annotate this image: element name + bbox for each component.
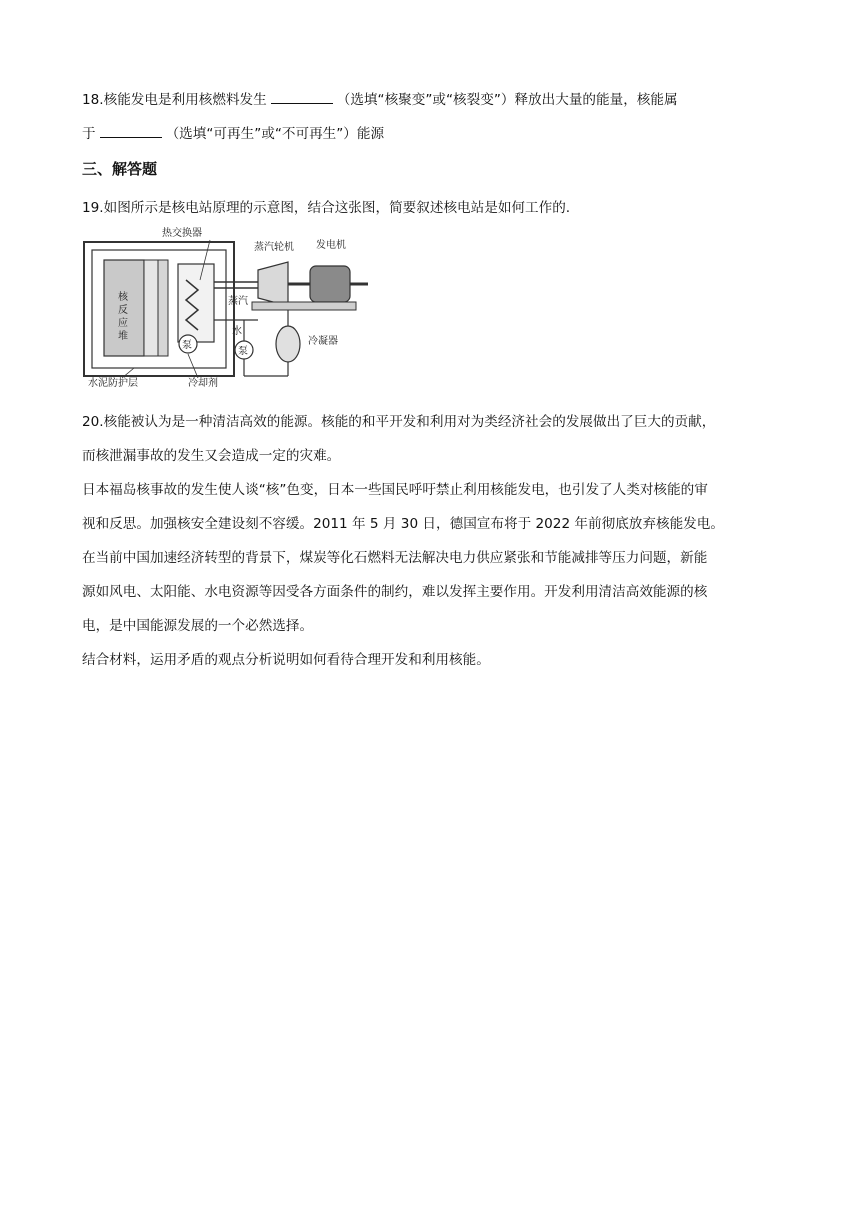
- reactor-char-2: 反: [118, 305, 128, 316]
- q20-p2-line2: 视和反思。加强核安全建设刻不容缓。2011 年 5 月 30 日，德国宣布将于 2022 年前彻底放弃核能发电。: [82, 516, 724, 532]
- reactor-wall: [144, 260, 158, 356]
- label-condenser: 冷凝器: [308, 336, 338, 347]
- label-steam: 蒸汽: [228, 296, 248, 307]
- q18-text-1: 18.核能发电是利用核燃料发生: [82, 92, 267, 108]
- q20-p4: 结合材料，运用矛盾的观点分析说明如何看待合理开发和利用核能。: [82, 652, 490, 668]
- nuclear-plant-diagram: [82, 220, 368, 388]
- label-turbine: 蒸汽轮机: [254, 242, 294, 253]
- q20-p2-line1: 日本福岛核事故的发生使人谈“核”色变，日本一些国民呼吁禁止利用核能发电，也引发了人类对核能的审: [82, 482, 708, 498]
- reactor-wall-2: [158, 260, 168, 356]
- condenser: [276, 326, 300, 362]
- question-18-line-1: [82, 91, 678, 109]
- reactor-char-4: 堆: [118, 331, 128, 342]
- q20-p3-line3: 电，是中国能源发展的一个必然选择。: [82, 618, 314, 634]
- label-cement-layer: 水泥防护层: [88, 378, 138, 388]
- heat-exchanger-box: [178, 264, 214, 342]
- label-pump-2: 泵: [238, 346, 248, 357]
- q20-p3-line1: 在当前中国加速经济转型的背景下，煤炭等化石燃料无法解决电力供应紧张和节能减排等压力问题，新能: [82, 550, 708, 566]
- reactor-char-1: 核: [118, 292, 128, 303]
- answer-blank-2[interactable]: [100, 125, 162, 138]
- question-18-line-2: [82, 125, 384, 143]
- label-coolant: 冷却剂: [188, 378, 218, 388]
- q18-text-3: 于: [82, 126, 96, 142]
- generator: [310, 266, 350, 302]
- q20-p1-line1: 20.核能被认为是一种清洁高效的能源。核能的和平开发和利用对为类经济社会的发展做出了巨大的贡献，: [82, 414, 716, 430]
- q18-text-2: （选填“核聚变”或“核裂变”）释放出大量的能量，核能属: [336, 92, 678, 108]
- section-heading: 三、解答题: [82, 160, 158, 178]
- reactor-char-3: 应: [118, 318, 128, 329]
- question-19-text: 19.如图所示是核电站原理的示意图，结合这张图，简要叙述核电站是如何工作的.: [82, 200, 571, 216]
- label-pump-1: 泵: [182, 340, 192, 351]
- label-water: 水: [232, 326, 242, 337]
- q18-text-4: （选填“可再生”或“不可再生”）能源: [165, 126, 385, 142]
- q20-p3-line2: 源如风电、太阳能、水电资源等因受各方面条件的制约，难以发挥主要作用。开发利用清洁高效能源的核: [82, 584, 708, 600]
- answer-blank-1[interactable]: [271, 91, 333, 104]
- label-generator: 发电机: [316, 240, 346, 251]
- steam-turbine: [258, 262, 288, 306]
- label-heat-exchanger: 热交换器: [162, 228, 202, 239]
- q20-p1-line2: 而核泄漏事故的发生又会造成一定的灾难。: [82, 448, 341, 464]
